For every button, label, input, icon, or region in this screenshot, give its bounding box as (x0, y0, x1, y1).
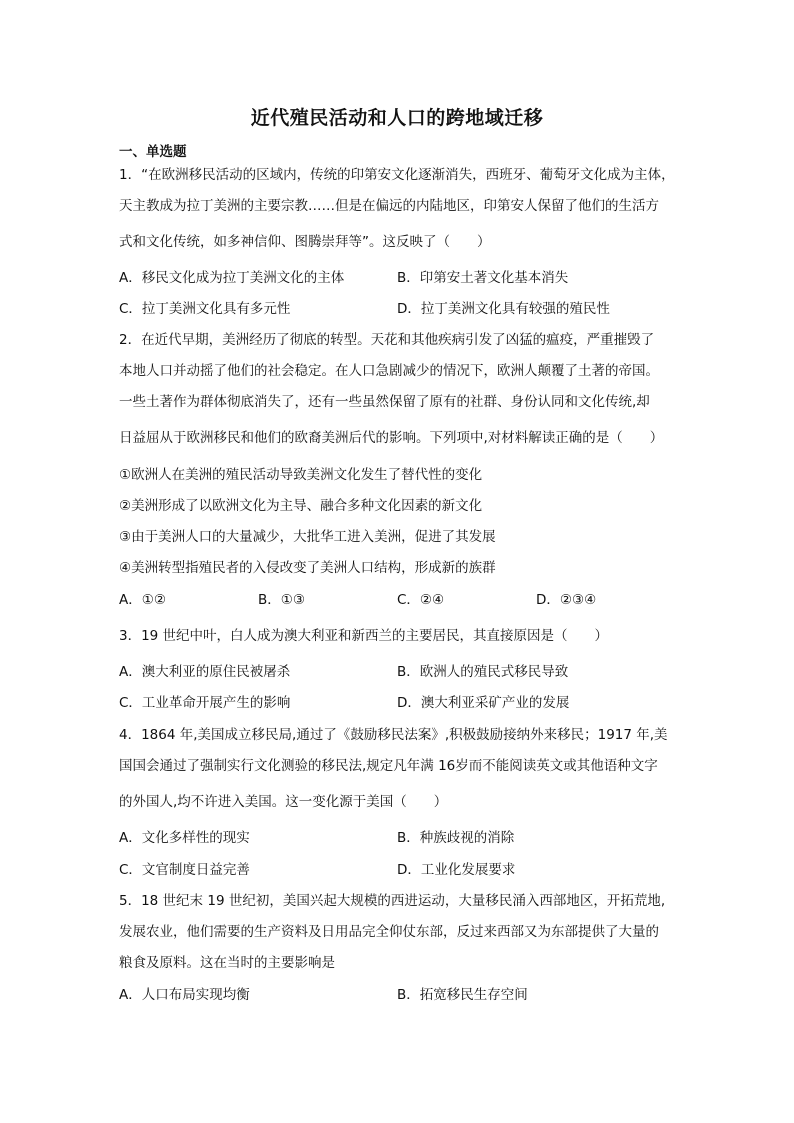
q1-option-d: D．拉丁美洲文化具有较强的殖民性 (397, 301, 610, 317)
q4-option-c: C．文官制度日益完善 (119, 862, 250, 878)
q5-stem-line-1: 5．18 世纪末 19 世纪初，美国兴起大规模的西进运动，大量移民涌入西部地区，开拓荒地, (119, 893, 666, 909)
section-heading: 一、单选题 (119, 144, 187, 160)
q2-stem-line-2: 本地人口并动摇了他们的社会稳定。在人口急剧减少的情况下，欧洲人颠覆了土著的帝国。 (119, 363, 659, 379)
q4-stem-line-1: 4．1864 年,美国成立移民局,通过了《鼓励移民法案》,积极鼓励接纳外来移民；1917 年,美 (119, 727, 668, 743)
q1-option-b: B．印第安土著文化基本消失 (397, 270, 569, 286)
q1-stem-line-3: 式和文化传统，如多神信仰、图腾崇拜等”。这反映了（ ） (119, 234, 491, 250)
q5-stem-line-3: 粮食及原料。这在当时的主要影响是 (119, 955, 335, 971)
q3-option-b: B．欧洲人的殖民式移民导致 (397, 664, 569, 680)
q1-option-a: A．移民文化成为拉丁美洲文化的主体 (119, 270, 345, 286)
q2-statement-4: ④美洲转型指殖民者的入侵改变了美洲人口结构，形成新的族群 (119, 560, 496, 576)
q3-option-d: D．澳大利亚采矿产业的发展 (397, 695, 570, 711)
q4-option-d: D．工业化发展要求 (397, 862, 516, 878)
q2-option-d: D．②③④ (536, 592, 597, 608)
q2-option-b: B．①③ (258, 592, 305, 608)
q2-stem-line-3: 一些土著作为群体彻底消失了，还有一些虽然保留了原有的社群、身份认同和文化传统,却 (119, 394, 650, 410)
q3-option-c: C．工业革命开展产生的影响 (119, 695, 291, 711)
q5-stem-line-2: 发展农业，他们需要的生产资料及日用品完全仰仗东部，反过来西部又为东部提供了大量的 (119, 924, 659, 940)
q1-option-c: C．拉丁美洲文化具有多元性 (119, 301, 291, 317)
q1-stem-line-2: 天主教成为拉丁美洲的主要宗教……但是在偏远的内陆地区，印第安人保留了他们的生活方 (119, 198, 659, 214)
q2-option-c: C．②④ (397, 592, 445, 608)
q2-stem-line-1: 2．在近代早期，美洲经历了彻底的转型。天花和其他疾病引发了凶猛的瘟疫，严重摧毁了 (119, 332, 655, 348)
q2-statement-1: ①欧洲人在美洲的殖民活动导致美洲文化发生了替代性的变化 (119, 467, 483, 483)
q4-stem-line-3: 的外国人,均不许进入美国。这一变化源于美国（ ） (119, 794, 448, 810)
q4-stem-line-2: 国国会通过了强制实行文化测验的移民法,规定凡年满 16岁而不能阅读英文或其他语种文字 (119, 758, 658, 774)
q2-option-a: A．①② (119, 592, 166, 608)
q3-option-a: A．澳大利亚的原住民被屠杀 (119, 664, 291, 680)
q2-statement-2: ②美洲形成了以欧洲文化为主导、融合多种文化因素的新文化 (119, 498, 483, 514)
q2-statement-3: ③由于美洲人口的大量减少，大批华工进入美洲，促进了其发展 (119, 529, 496, 545)
q2-stem-line-4: 日益屈从于欧洲移民和他们的欧裔美洲后代的影响。下列项中,对材料解读正确的是（ ） (119, 430, 664, 446)
q5-option-a: A．人口布局实现均衡 (119, 987, 250, 1003)
q4-option-b: B．种族歧视的消除 (397, 830, 515, 846)
page-title: 近代殖民活动和人口的跨地域迁移 (250, 107, 544, 129)
q1-stem-line-1: 1．“在欧洲移民活动的区域内，传统的印第安文化逐渐消失，西班牙、葡萄牙文化成为主体， (119, 167, 675, 183)
q3-stem-line-1: 3．19 世纪中叶，白人成为澳大利亚和新西兰的主要居民，其直接原因是（ ） (119, 628, 609, 644)
q4-option-a: A．文化多样性的现实 (119, 830, 250, 846)
q5-option-b: B．拓宽移民生存空间 (397, 987, 528, 1003)
